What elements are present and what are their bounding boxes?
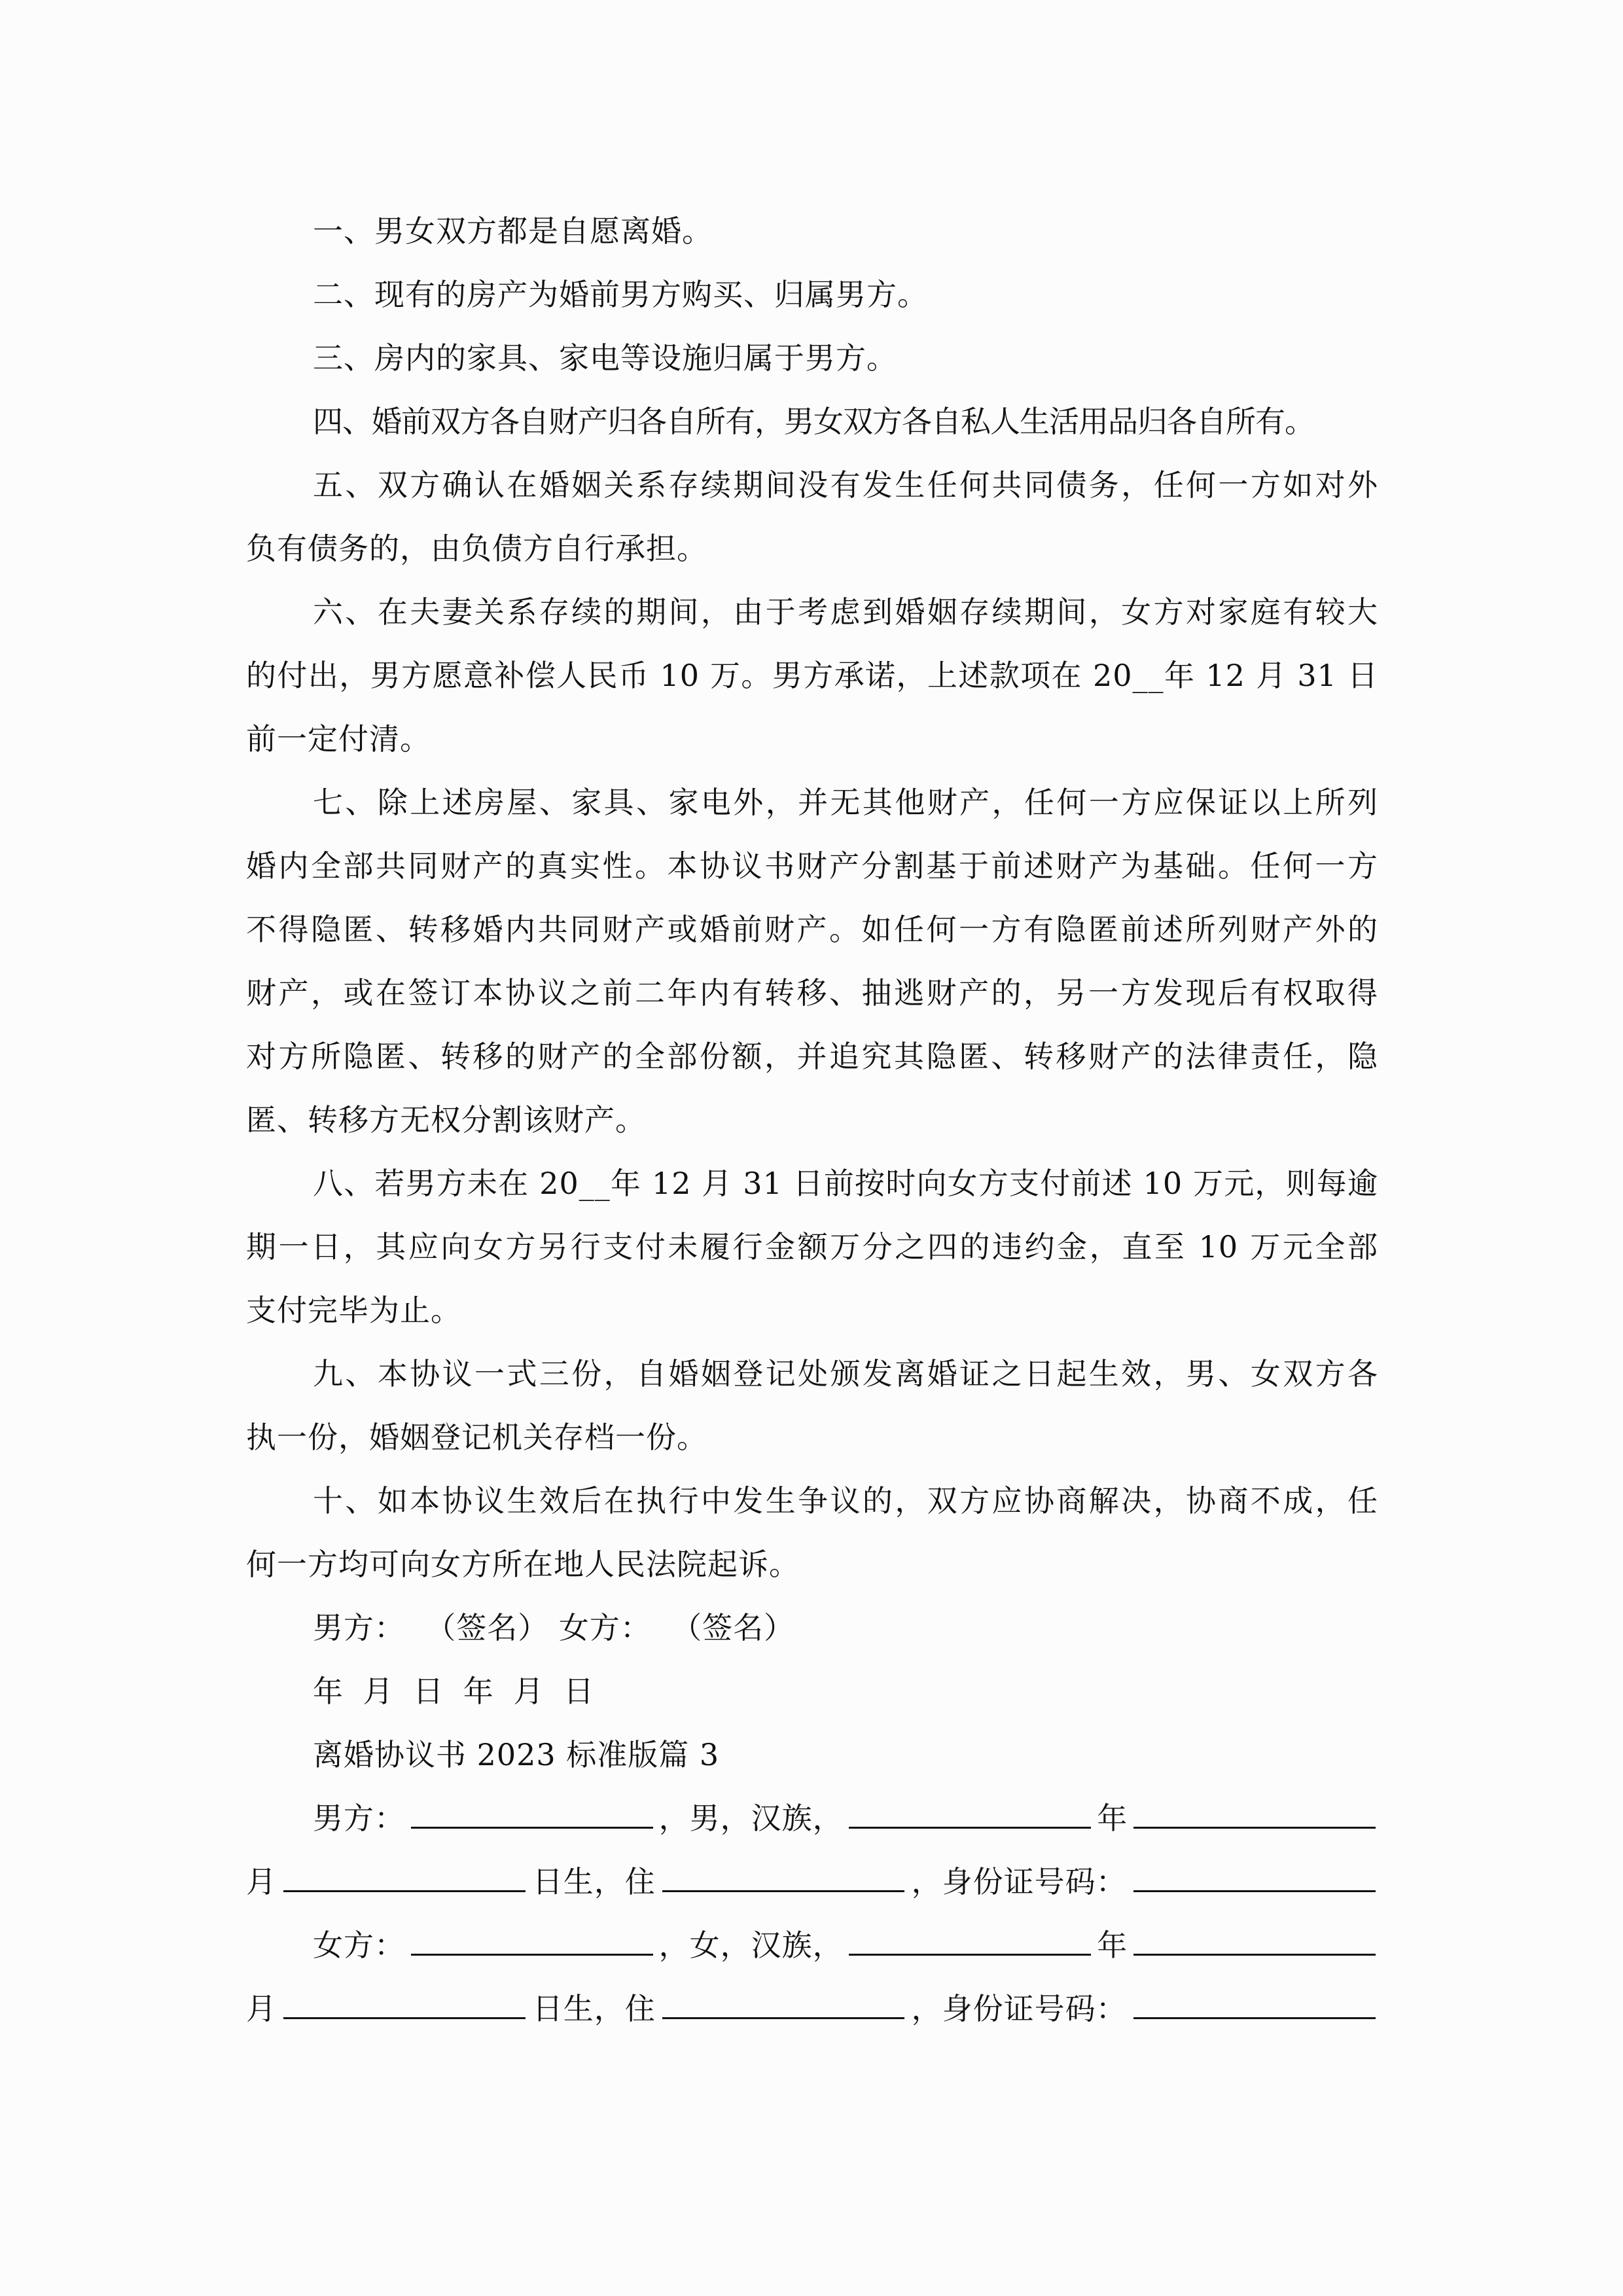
female-birth-year-field[interactable]	[849, 1928, 1091, 1956]
male-party-line-2	[246, 1850, 1378, 1914]
clause-7-line-2: 婚内全部共同财产的真实性。本协议书财产分割基于前述财产为基础。任何一方	[246, 848, 1378, 884]
clause-8-line-1: 八、若男方未在 20__年 12 月 31 日前按时向女方支付前述 10 万元，则每逾	[313, 1166, 1378, 1201]
male-label: 男方：	[313, 1801, 405, 1836]
clause-3-line-1: 三、房内的家具、家电等设施归属于男方。	[313, 340, 897, 376]
clause-7-line-4: 财产，或在签订本协议之前二年内有转移、抽逃财产的，另一方发现后有权取得	[246, 975, 1378, 1011]
female-birth-month-field[interactable]	[1133, 1928, 1376, 1956]
male-gender-ethnicity: ，男，汉族，	[658, 1801, 844, 1836]
clause-7-line-6: 匿、转移方无权分割该财产。	[246, 1102, 646, 1138]
clause-7-line-1: 七、除上述房屋、家具、家电外，并无其他财产，任何一方应保证以上所列	[313, 785, 1378, 820]
clause-5	[246, 454, 1378, 581]
female-party-line-1	[246, 1914, 1378, 1977]
female-year-label: 年	[1097, 1928, 1128, 1963]
male-day-label: 日生，住	[532, 1864, 656, 1899]
clause-4-line-1: 四、婚前双方各自财产归各自所有，男女双方各自私人生活用品归各自所有。	[313, 404, 1314, 439]
female-birth-day-field[interactable]	[283, 1991, 526, 2019]
clause-6	[246, 581, 1378, 771]
clause-5-line-2: 负有债务的，由负债方自行承担。	[246, 531, 707, 566]
female-party-line-2	[246, 1977, 1378, 2041]
female-label: 女方：	[313, 1928, 405, 1963]
clause-10-line-1: 十、如本协议生效后在执行中发生争议的，双方应协商解决，协商不成，任	[313, 1483, 1378, 1518]
male-year-label: 年	[1097, 1801, 1128, 1836]
male-address-field[interactable]	[662, 1864, 904, 1892]
clause-4	[246, 390, 1378, 454]
clause-6-line-1: 六、在夫妻关系存续的期间，由于考虑到婚姻存续期间，女方对家庭有较大	[313, 594, 1378, 630]
male-id-label: ，身份证号码：	[911, 1864, 1127, 1899]
date-line: 年 月 日 年 月 日	[313, 1674, 595, 1709]
male-month-label: 月	[246, 1864, 277, 1899]
section-title: 离婚协议书 2023 标准版篇 3	[313, 1737, 720, 1772]
female-gender-ethnicity: ，女，汉族，	[658, 1928, 844, 1963]
document-page	[246, 200, 1378, 2041]
clause-7-line-5: 对方所隐匿、转移的财产的全部份额，并追究其隐匿、转移财产的法律责任，隐	[246, 1039, 1378, 1074]
male-name-field[interactable]	[411, 1801, 653, 1829]
female-id-label: ，身份证号码：	[911, 1991, 1127, 2026]
female-id-number-field[interactable]	[1133, 1991, 1376, 2019]
clause-7-line-3: 不得隐匿、转移婚内共同财产或婚前财产。如任何一方有隐匿前述所列财产外的	[246, 912, 1378, 947]
clause-6-line-2: 的付出，男方愿意补偿人民币 10 万。男方承诺，上述款项在 20__年 12 月 31 日	[246, 658, 1378, 693]
clause-5-line-1: 五、双方确认在婚姻关系存续期间没有发生任何共同债务，任何一方如对外	[313, 467, 1378, 503]
clause-1	[246, 200, 1378, 263]
female-address-field[interactable]	[662, 1991, 904, 2019]
clause-1-line-1: 一、男女双方都是自愿离婚。	[313, 213, 713, 249]
clause-9-line-2: 执一份，婚姻登记机关存档一份。	[246, 1420, 707, 1455]
clause-10	[246, 1469, 1378, 1596]
female-day-label: 日生，住	[532, 1991, 656, 2026]
clause-9	[246, 1342, 1378, 1469]
male-birth-month-field[interactable]	[1133, 1801, 1376, 1829]
signature-line: 男方： （签名） 女方： （签名）	[313, 1610, 795, 1645]
clause-8-line-3: 支付完毕为止。	[246, 1293, 461, 1328]
male-id-number-field[interactable]	[1133, 1864, 1376, 1892]
male-party-line-1	[246, 1787, 1378, 1850]
clause-8	[246, 1152, 1378, 1342]
clause-2	[246, 263, 1378, 327]
clause-10-line-2: 何一方均可向女方所在地人民法院起诉。	[246, 1547, 800, 1582]
clause-9-line-1: 九、本协议一式三份，自婚姻登记处颁发离婚证之日起生效，男、女双方各	[313, 1356, 1378, 1391]
clause-3	[246, 327, 1378, 390]
clause-7	[246, 771, 1378, 1152]
female-month-label: 月	[246, 1991, 277, 2026]
male-birth-day-field[interactable]	[283, 1864, 526, 1892]
clause-6-line-3: 前一定付清。	[246, 721, 431, 757]
clause-8-line-2: 期一日，其应向女方另行支付未履行金额万分之四的违约金，直至 10 万元全部	[246, 1229, 1378, 1265]
clause-2-line-1: 二、现有的房产为婚前男方购买、归属男方。	[313, 277, 928, 312]
male-birth-year-field[interactable]	[849, 1801, 1091, 1829]
female-name-field[interactable]	[411, 1928, 653, 1956]
